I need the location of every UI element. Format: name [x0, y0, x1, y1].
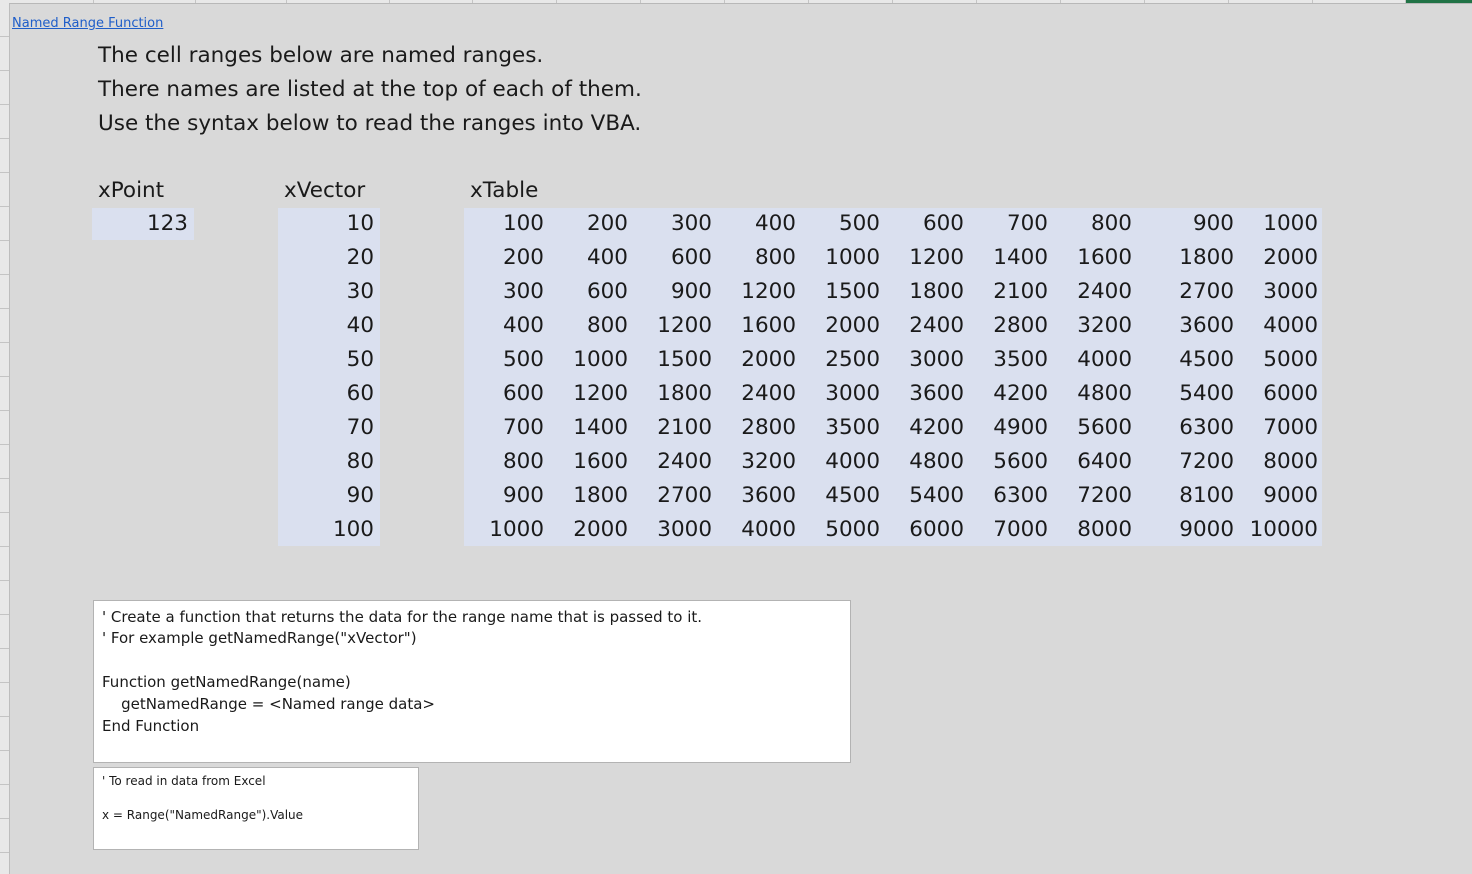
xtable-cell[interactable]: 8100 [1179, 483, 1234, 508]
xtable-cell[interactable]: 200 [586, 211, 628, 236]
column-divider [808, 0, 809, 3]
xtable-cell[interactable]: 500 [838, 211, 880, 236]
xtable-cell[interactable]: 400 [754, 211, 796, 236]
xtable-cell[interactable]: 2000 [825, 313, 880, 338]
code-comment-1: ' Create a function that returns the data for the range name that is passed to it. [102, 608, 703, 626]
row-divider [0, 682, 9, 683]
row-divider [0, 104, 9, 105]
xtable-cell[interactable]: 800 [1090, 211, 1132, 236]
xtable-cell[interactable]: 9000 [1179, 517, 1234, 542]
row-divider [0, 206, 9, 207]
xtable-cell[interactable]: 6000 [909, 517, 964, 542]
row-divider [0, 512, 9, 513]
hint-textbox[interactable] [93, 767, 419, 850]
xtable-cell[interactable]: 2700 [1179, 279, 1234, 304]
xtable-cell[interactable]: 4200 [909, 415, 964, 440]
xvector-cell[interactable]: 60 [346, 381, 374, 406]
xtable-cell[interactable]: 1600 [1077, 245, 1132, 270]
column-divider [724, 0, 725, 3]
selected-column-indicator [1406, 0, 1472, 3]
row-divider [0, 716, 9, 717]
xtable-cell[interactable]: 7200 [1179, 449, 1234, 474]
row-divider [0, 274, 9, 275]
xtable-cell[interactable]: 300 [502, 279, 544, 304]
xtable-cell[interactable]: 900 [1192, 211, 1234, 236]
row-divider [0, 70, 9, 71]
xtable-cell[interactable]: 300 [670, 211, 712, 236]
column-divider [195, 0, 196, 3]
xtable-cell[interactable]: 9000 [1263, 483, 1318, 508]
row-divider [0, 36, 9, 37]
xtable-cell[interactable]: 1800 [909, 279, 964, 304]
xvector-cell[interactable]: 30 [346, 279, 374, 304]
xtable-cell[interactable]: 700 [1006, 211, 1048, 236]
named-range-function-link[interactable]: Named Range Function [12, 16, 164, 31]
column-divider [1228, 0, 1229, 3]
xtable-cell[interactable]: 7000 [993, 517, 1048, 542]
column-divider [892, 0, 893, 3]
row-divider [0, 648, 9, 649]
xtable-cell[interactable]: 4000 [825, 449, 880, 474]
xtable-cell[interactable]: 2400 [909, 313, 964, 338]
column-header-strip[interactable] [9, 0, 1472, 4]
xtable-cell[interactable]: 8000 [1077, 517, 1132, 542]
xtable-cell[interactable]: 7000 [1263, 415, 1318, 440]
xtable-cell[interactable]: 1800 [657, 381, 712, 406]
row-divider [0, 546, 9, 547]
code-body-line: getNamedRange = <Named range data> [102, 695, 435, 713]
xtable-cell[interactable]: 1400 [993, 245, 1048, 270]
row-divider [0, 478, 9, 479]
row-divider [0, 410, 9, 411]
xtable-cell[interactable]: 3500 [825, 415, 880, 440]
xtable-cell[interactable]: 800 [754, 245, 796, 270]
row-divider [0, 342, 9, 343]
xtable-cell[interactable]: 2400 [657, 449, 712, 474]
xtable-cell[interactable]: 1200 [741, 279, 796, 304]
xtable-cell[interactable]: 400 [502, 313, 544, 338]
xtable-cell[interactable]: 1200 [909, 245, 964, 270]
xtable-cell[interactable]: 10000 [1249, 517, 1318, 542]
xtable-cell[interactable]: 600 [670, 245, 712, 270]
xtable-cell[interactable]: 5000 [825, 517, 880, 542]
xtable-cell[interactable]: 2800 [993, 313, 1048, 338]
row-divider [0, 172, 9, 173]
xvector-cell[interactable]: 80 [346, 449, 374, 474]
xtable-cell[interactable]: 600 [502, 381, 544, 406]
xtable-cell[interactable]: 2400 [1077, 279, 1132, 304]
hint-comment: ' To read in data from Excel [102, 774, 266, 788]
xtable-cell[interactable]: 400 [586, 245, 628, 270]
xtable-cell[interactable]: 4500 [825, 483, 880, 508]
intro-line-2: There names are listed at the top of each of them. [98, 77, 642, 102]
xtable-cell[interactable]: 1600 [741, 313, 796, 338]
xtable-cell[interactable]: 6000 [1263, 381, 1318, 406]
xtable-cell[interactable]: 4000 [1077, 347, 1132, 372]
code-textbox[interactable] [93, 600, 851, 763]
xtable-cell[interactable]: 5600 [993, 449, 1048, 474]
xtable-cell[interactable]: 5600 [1077, 415, 1132, 440]
xvector-cell[interactable]: 20 [346, 245, 374, 270]
xtable-cell[interactable]: 5400 [909, 483, 964, 508]
xtable-cell[interactable]: 800 [502, 449, 544, 474]
xtable-cell[interactable]: 6300 [1179, 415, 1234, 440]
row-divider [0, 784, 9, 785]
xvector-cell[interactable]: 10 [346, 211, 374, 236]
row-divider [0, 750, 9, 751]
xtable-cell[interactable]: 2000 [573, 517, 628, 542]
column-divider [93, 0, 94, 3]
row-header-gutter[interactable] [0, 0, 10, 874]
xtable-cell[interactable]: 1600 [573, 449, 628, 474]
column-divider [286, 0, 287, 3]
xtable-cell[interactable]: 900 [670, 279, 712, 304]
xtable-cell[interactable]: 1200 [657, 313, 712, 338]
column-divider [1060, 0, 1061, 3]
xtable-cell[interactable]: 3000 [657, 517, 712, 542]
row-divider [0, 308, 9, 309]
xtable-cell[interactable]: 3000 [1263, 279, 1318, 304]
xpoint-label: xPoint [98, 178, 165, 203]
xtable-cell[interactable]: 1500 [825, 279, 880, 304]
code-comment-2: ' For example getNamedRange("xVector") [102, 629, 417, 647]
xtable-cell[interactable]: 6300 [993, 483, 1048, 508]
row-divider [0, 580, 9, 581]
row-divider [0, 852, 9, 853]
xtable-cell[interactable]: 1000 [489, 517, 544, 542]
code-end-line: End Function [102, 717, 200, 735]
xtable-cell[interactable]: 2100 [993, 279, 1048, 304]
column-divider [1312, 0, 1313, 3]
xpoint-cell[interactable]: 123 [146, 211, 188, 236]
xtable-cell[interactable]: 3600 [909, 381, 964, 406]
xtable-cell[interactable]: 1800 [573, 483, 628, 508]
xtable-cell[interactable]: 4800 [909, 449, 964, 474]
xtable-cell[interactable]: 700 [502, 415, 544, 440]
xtable-cell[interactable]: 900 [502, 483, 544, 508]
column-divider [556, 0, 557, 3]
intro-line-3: Use the syntax below to read the ranges into VBA. [98, 111, 642, 136]
xtable-cell[interactable]: 2500 [825, 347, 880, 372]
xvector-label: xVector [284, 178, 366, 203]
xtable-cell[interactable]: 4000 [1263, 313, 1318, 338]
xtable-cell[interactable]: 5000 [1263, 347, 1318, 372]
xtable-cell[interactable]: 3200 [1077, 313, 1132, 338]
xtable-cell[interactable]: 2400 [741, 381, 796, 406]
xtable-cell[interactable]: 4900 [993, 415, 1048, 440]
xtable-cell[interactable]: 2000 [1263, 245, 1318, 270]
xtable-cell[interactable]: 4800 [1077, 381, 1132, 406]
xtable-cell[interactable]: 3600 [741, 483, 796, 508]
column-divider [976, 0, 977, 3]
xtable-cell[interactable]: 6400 [1077, 449, 1132, 474]
xtable-cell[interactable]: 800 [586, 313, 628, 338]
xtable-cell[interactable]: 4500 [1179, 347, 1234, 372]
xtable-cell[interactable]: 2700 [657, 483, 712, 508]
xtable-cell[interactable]: 600 [586, 279, 628, 304]
code-function-line: Function getNamedRange(name) [102, 673, 351, 691]
xtable-cell[interactable]: 3600 [1179, 313, 1234, 338]
xtable-cell[interactable]: 1400 [573, 415, 628, 440]
intro-line-1: The cell ranges below are named ranges. [98, 43, 544, 68]
row-divider [0, 240, 9, 241]
xtable-cell[interactable]: 1800 [1179, 245, 1234, 270]
xtable-cell[interactable]: 2100 [657, 415, 712, 440]
xtable-cell[interactable]: 1000 [573, 347, 628, 372]
xtable-cell[interactable]: 3500 [993, 347, 1048, 372]
xvector-cell[interactable]: 100 [332, 517, 374, 542]
xtable-cell[interactable]: 4000 [741, 517, 796, 542]
xtable-label: xTable [470, 178, 539, 203]
column-divider [1144, 0, 1145, 3]
xpoint-range[interactable] [92, 208, 194, 240]
xtable-cell[interactable]: 1000 [1263, 211, 1318, 236]
xtable-cell[interactable]: 2000 [741, 347, 796, 372]
row-divider [0, 138, 9, 139]
column-divider [472, 0, 473, 3]
xtable-cell[interactable]: 4200 [993, 381, 1048, 406]
hint-code: x = Range("NamedRange").Value [102, 808, 304, 822]
xvector-range[interactable] [278, 208, 380, 546]
row-divider [0, 376, 9, 377]
xtable-cell[interactable]: 3200 [741, 449, 796, 474]
row-divider [0, 818, 9, 819]
xtable-cell[interactable]: 1000 [825, 245, 880, 270]
xtable-cell[interactable]: 200 [502, 245, 544, 270]
xtable-cell[interactable]: 5400 [1179, 381, 1234, 406]
row-divider [0, 444, 9, 445]
xtable-range[interactable] [464, 208, 1322, 546]
xvector-cell[interactable]: 50 [346, 347, 374, 372]
xtable-cell[interactable]: 3000 [825, 381, 880, 406]
xtable-cell[interactable]: 2800 [741, 415, 796, 440]
xtable-cell[interactable]: 1500 [657, 347, 712, 372]
column-divider [640, 0, 641, 3]
xtable-cell[interactable]: 1200 [573, 381, 628, 406]
xtable-cell[interactable]: 500 [502, 347, 544, 372]
xtable-cell[interactable]: 100 [502, 211, 544, 236]
xvector-cell[interactable]: 40 [346, 313, 374, 338]
column-divider [389, 0, 390, 3]
xtable-cell[interactable]: 8000 [1263, 449, 1318, 474]
xtable-cell[interactable]: 7200 [1077, 483, 1132, 508]
xvector-cell[interactable]: 90 [346, 483, 374, 508]
xtable-cell[interactable]: 3000 [909, 347, 964, 372]
row-divider [0, 614, 9, 615]
xvector-cell[interactable]: 70 [346, 415, 374, 440]
xtable-cell[interactable]: 600 [922, 211, 964, 236]
